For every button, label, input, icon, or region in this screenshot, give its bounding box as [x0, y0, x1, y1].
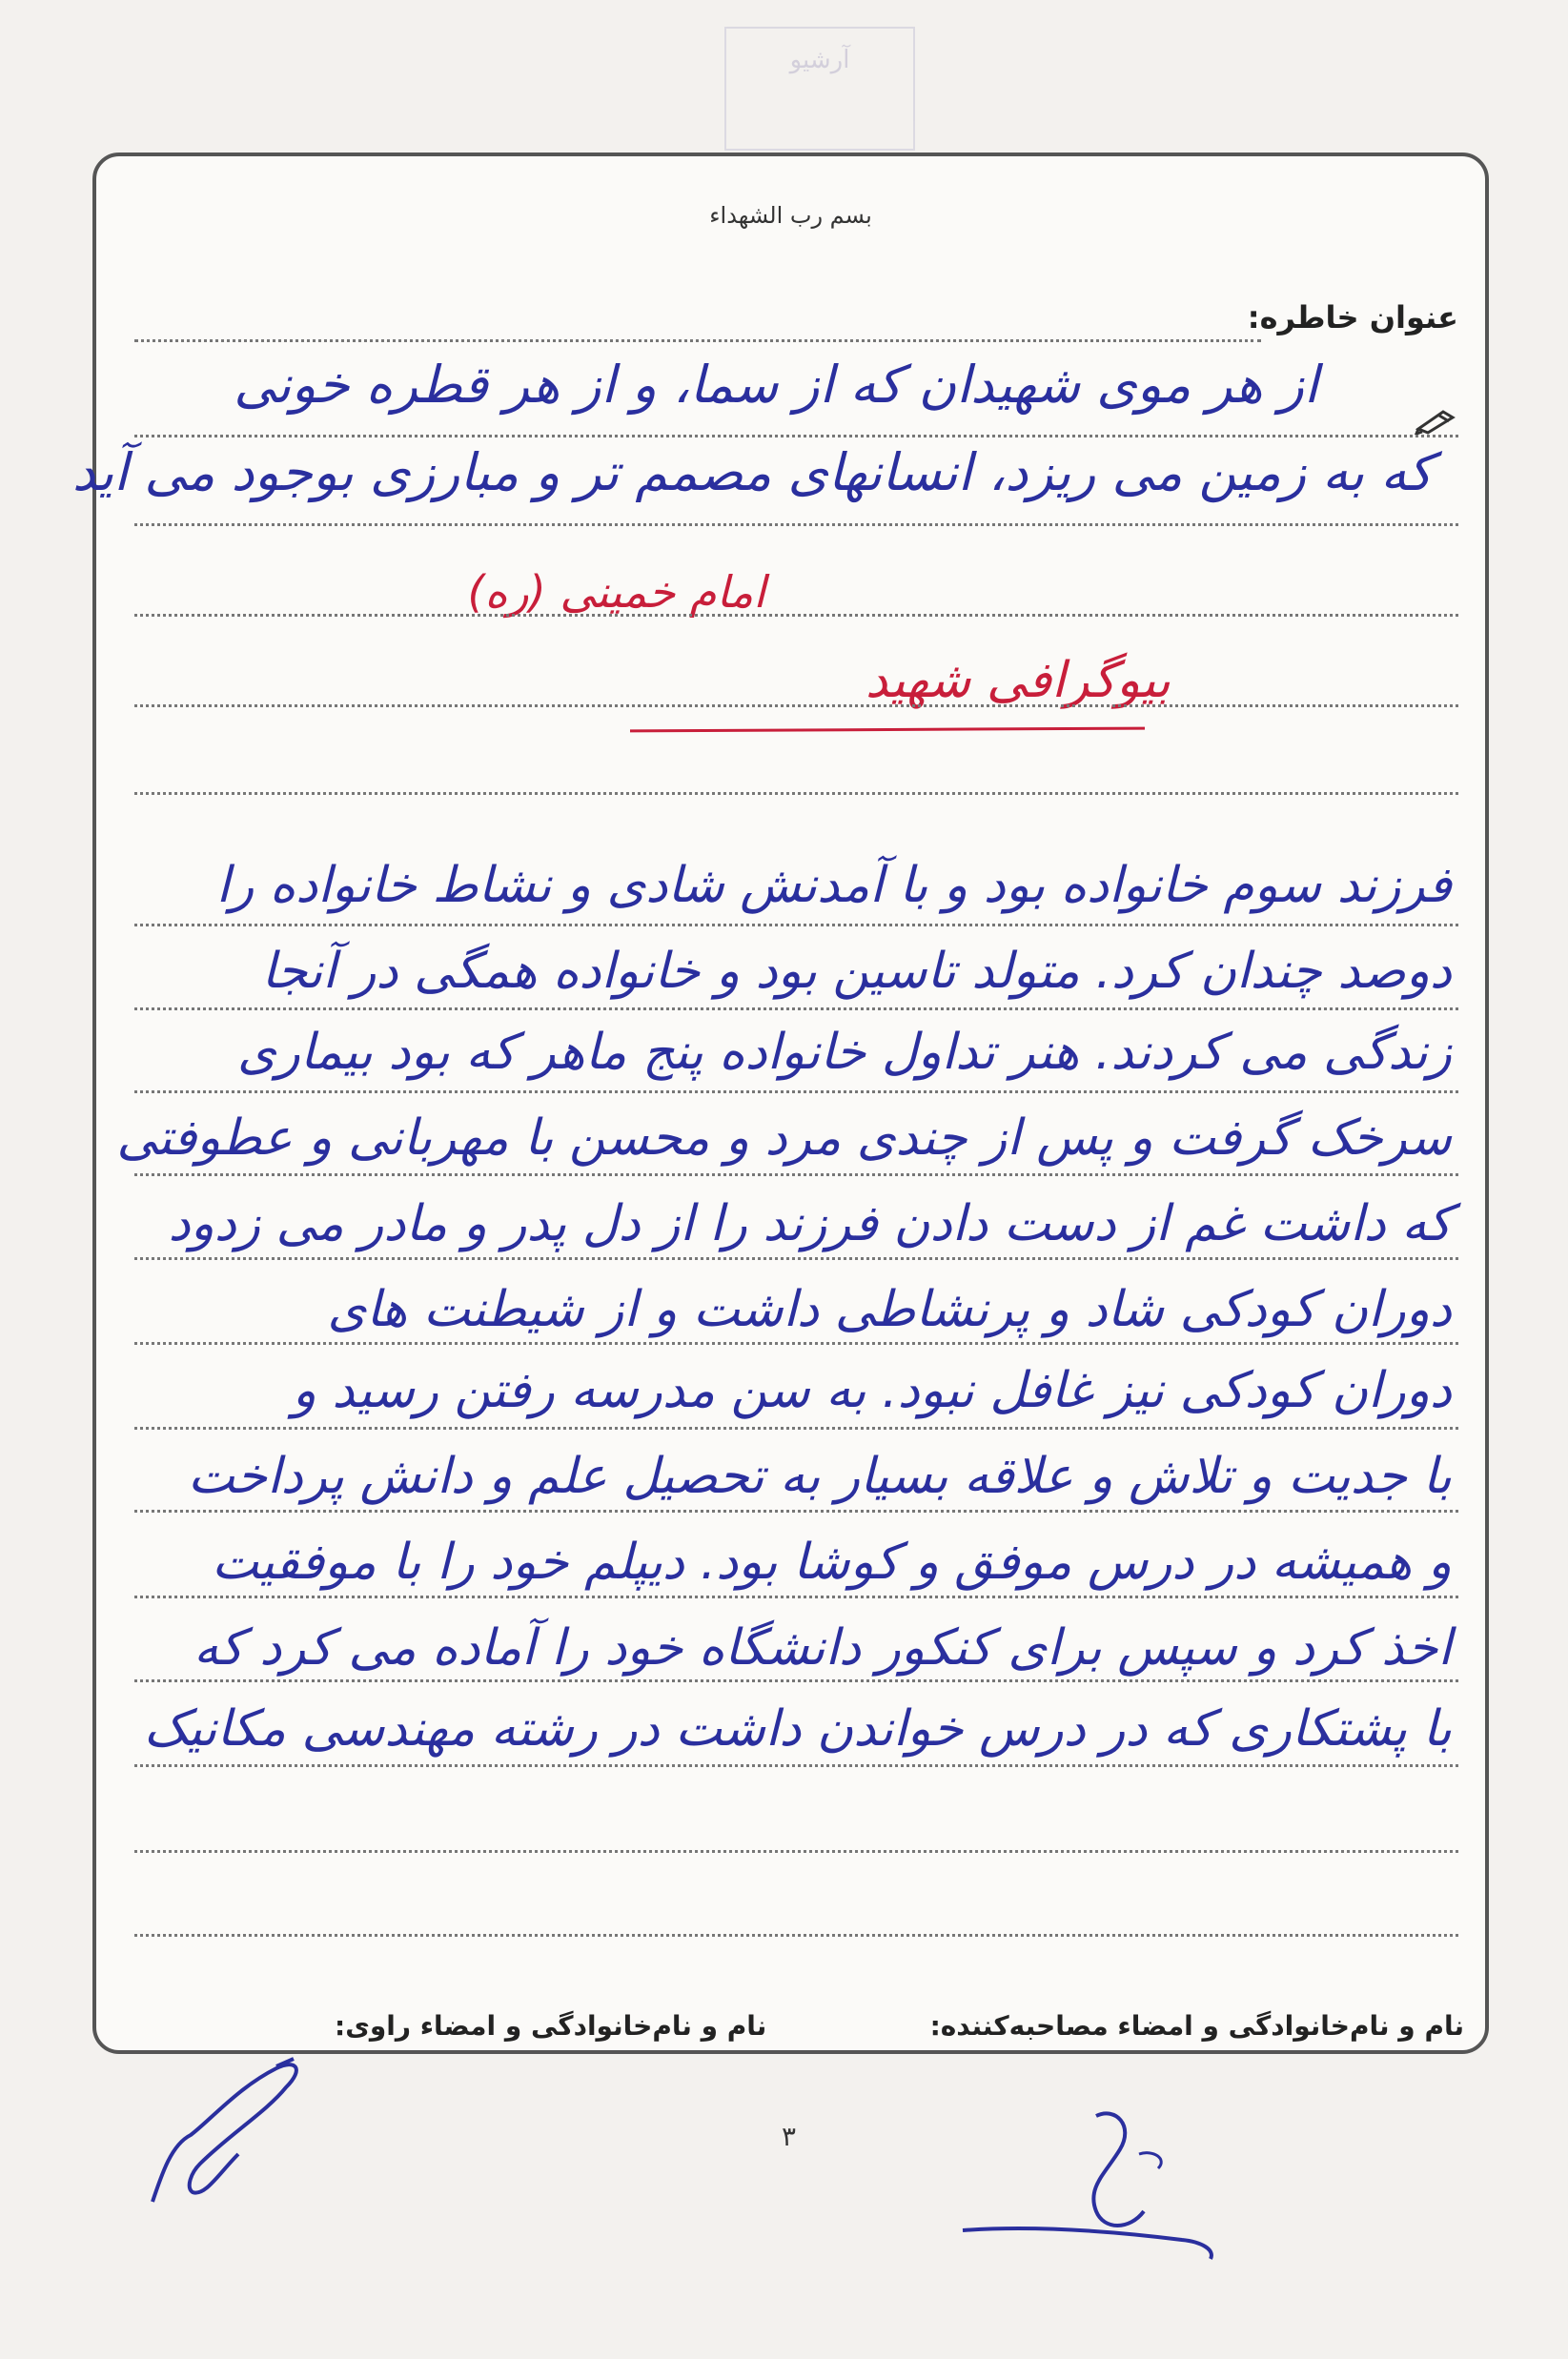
memory-form — [71, 153, 1489, 2054]
narrator-signature — [133, 2030, 324, 2211]
body-line: فرزند سوم خانواده بود و با آمدنش شادی و نشاط خانواده را — [215, 857, 1452, 914]
narrator-signature-label: نام و نام‌خانوادگی و امضاء راوی: — [335, 2010, 767, 2042]
dotted-line — [134, 1510, 1458, 1513]
dotted-line — [134, 435, 1458, 437]
dotted-line — [134, 1679, 1458, 1682]
memory-title-label: عنوان خاطره: — [1247, 299, 1458, 336]
dotted-line — [134, 614, 1458, 617]
body-line: اخذ کرد و سپس برای کنکور دانشگاه خود را آماده می کرد که — [193, 1619, 1452, 1677]
dotted-line — [134, 1764, 1458, 1767]
body-line: و همیشه در درس موفق و کوشا بود. دیپلم خود را با موفقیت — [212, 1534, 1452, 1591]
dotted-line — [134, 1934, 1458, 1937]
dotted-line — [134, 1090, 1458, 1093]
body-line: دوران کودکی شاد و پرنشاطی داشت و از شیطنت های — [327, 1281, 1452, 1338]
quote-line-2: که به زمین می ریزد، انسانهای مصمم تر و مبارزی بوجود می آید — [71, 442, 1433, 502]
dotted-line — [134, 924, 1458, 926]
dotted-line — [134, 792, 1458, 795]
dotted-line — [134, 1850, 1458, 1853]
body-line: با پشتکاری که در درس خواندن داشت در رشته مهندسی مکانیک — [143, 1700, 1452, 1758]
body-line: با جدیت و تلاش و علاقه بسیار به تحصیل علم و دانش پرداخت — [188, 1448, 1452, 1505]
quote-attribution: امام خمینی (ره) — [467, 566, 765, 618]
body-line: سرخک گرفت و پس از چندی مرد و محسن با مهربانی و عطوفتی — [116, 1109, 1452, 1167]
dotted-line — [134, 1007, 1458, 1010]
body-line: دوران کودکی نیز غافل نبود. به سن مدرسه رفتن رسید و — [292, 1362, 1452, 1419]
body-line: زندگی می کردند. هنر تداول خانواده پنج ماهر که بود بیماری — [237, 1024, 1452, 1081]
dotted-line — [134, 1596, 1458, 1598]
interviewer-signature — [953, 2097, 1268, 2268]
stamp-text: آرشیو — [789, 46, 850, 74]
title-dotted-line — [134, 339, 1261, 342]
page-header: بسم رب الشهداء — [709, 202, 872, 229]
body-line: که داشت غم از دست دادن فرزند را از دل پدر و مادر می زدود — [168, 1195, 1452, 1252]
dotted-line — [134, 523, 1458, 526]
body-line: دوصد چندان کرد. متولد تاسین بود و خانواده همگی در آنجا — [261, 943, 1452, 1000]
interviewer-signature-label: نام و نام‌خانوادگی و امضاء مصاحبه‌کننده: — [929, 2010, 1464, 2042]
dotted-line — [134, 1342, 1458, 1345]
dotted-line — [134, 1427, 1458, 1430]
quote-line-1: از هر موی شهیدان که از سما، و از هر قطره خونی — [234, 355, 1318, 415]
pen-icon — [1415, 406, 1458, 435]
dotted-line — [134, 704, 1458, 707]
dotted-line — [134, 1173, 1458, 1176]
section-heading: بیوگرافی شهید — [865, 652, 1171, 709]
heading-underline — [630, 727, 1145, 733]
dotted-line — [134, 1257, 1458, 1260]
archive-stamp — [724, 27, 915, 151]
page-number: ۳ — [782, 2121, 797, 2152]
